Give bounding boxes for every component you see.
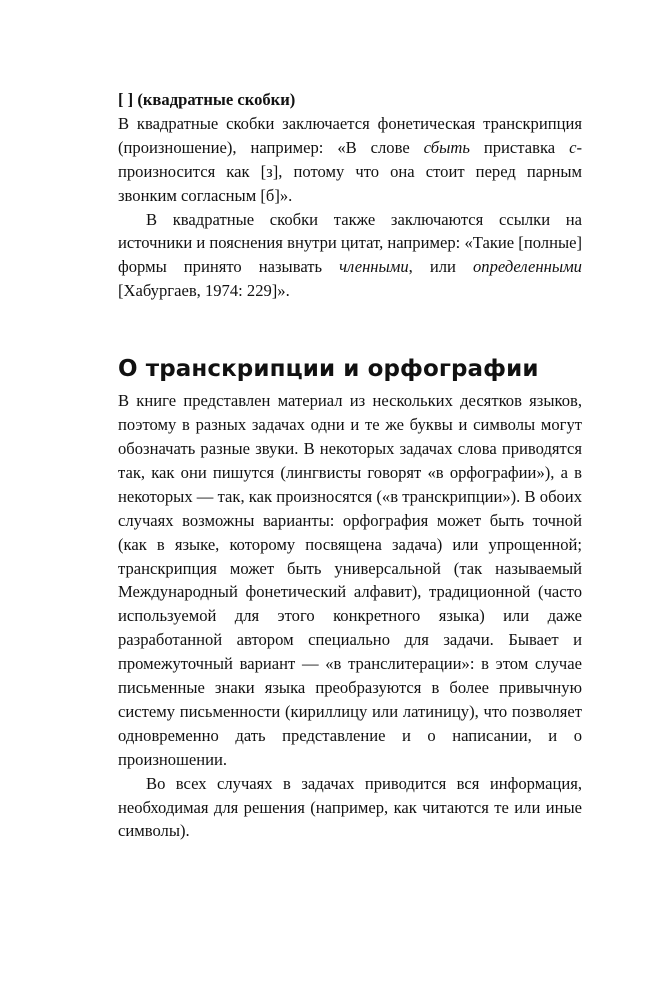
italic-term: членными xyxy=(339,257,409,277)
text-run: - произносится как [з], потому что она стоит перед парным звонким согласным [б]». xyxy=(118,137,582,205)
text-run: приставка xyxy=(469,137,570,157)
section-title: О транскрипции и орфографии xyxy=(118,356,539,383)
italic-term: определенными xyxy=(472,257,582,277)
page-content xyxy=(118,88,582,843)
bracket-paragraph-2 xyxy=(118,208,582,304)
text-run: В квадратные скобки заключается фонетическая транскрипция (произношение), например: «В слове xyxy=(118,113,582,157)
bracket-paragraph-1 xyxy=(118,112,582,208)
text-run: , или xyxy=(408,257,473,277)
bracket-heading: [ ] (квадратные скобки) xyxy=(118,90,296,109)
transcription-paragraph-2: Во всех случаях в задачах приводится вся информация, необходимая для решения (например, как читаются те или иные символы). xyxy=(118,773,582,841)
transcription-paragraph-1: В книге представлен материал из нескольких десятков языков, поэтому в разных задачах одни и те же буквы и символы могут обозначать разные звуки. В некоторых задачах слова приводятся так, как они пишутся (лингвисты говорят «в орфографии»), а в некоторых — так, как произносятся («в транскрипции»). В обоих случаях возможны варианты: орфография может быть точной (как в языке, которому посвящена задача) или упрощенной; транскрипция может быть универсальной (так называемый Международный фонетический алфавит), традиционной (часто используемой для этого конкретного языка) или даже разработанной автором специально для задачи. Бывает и промежуточный вариант — «в транслитерации»: в этом случае письменные знаки языка преобразуются в более привычную систему письменности (кириллицу или латиницу), что позволяет одновременно дать представление и о написании, и о произношении. xyxy=(118,391,582,769)
italic-term: с xyxy=(569,137,577,157)
text-run: [Хабургаев, 1974: 229]». xyxy=(118,281,290,301)
italic-term: сбыть xyxy=(423,137,470,157)
text-run: В квадратные скобки также заключаются ссылки на источники и пояснения внутри цитат, например: «Такие [полные] формы принято называть xyxy=(118,209,582,277)
